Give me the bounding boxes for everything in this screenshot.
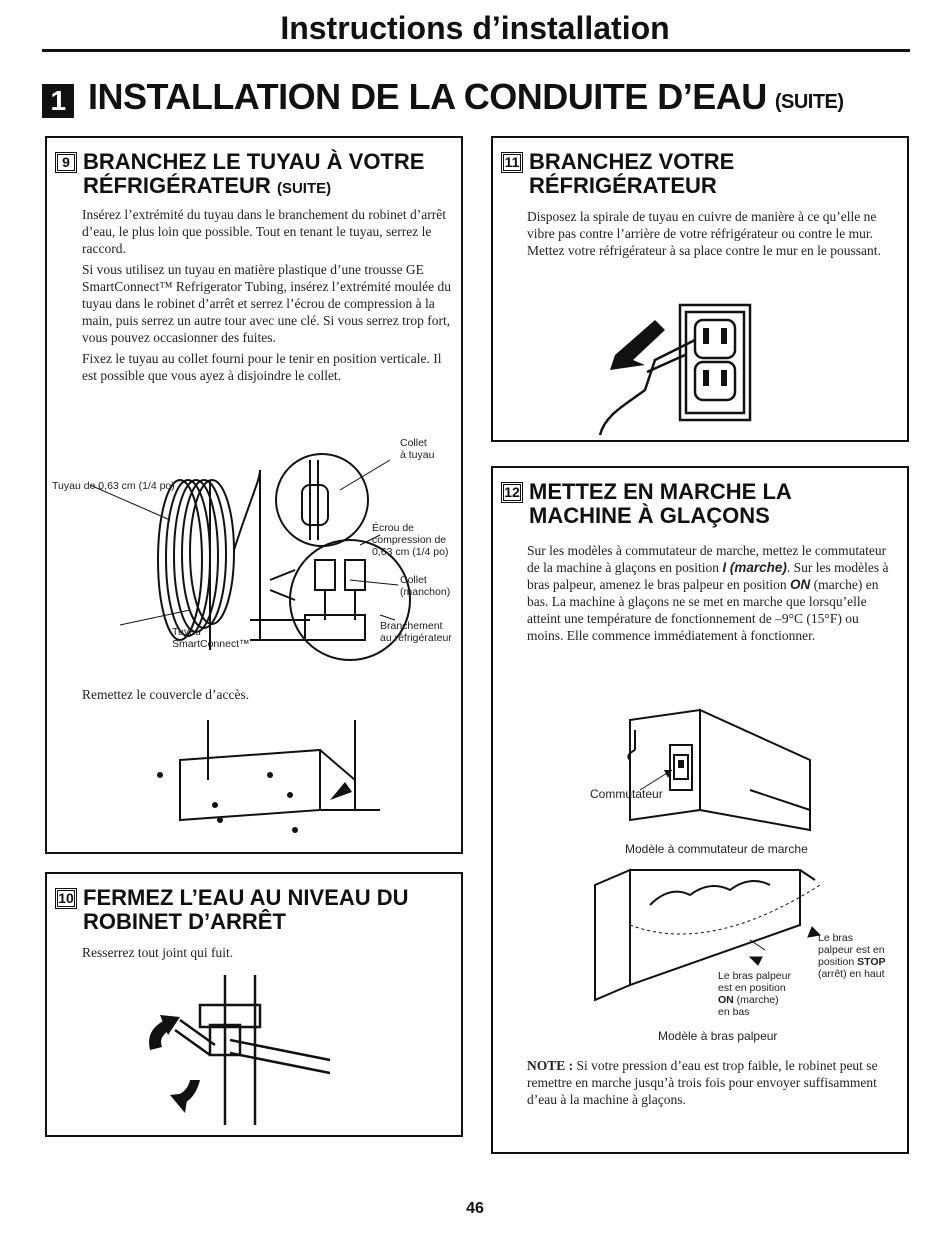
step9-paragraph-2: Si vous utilisez un tuyau en matière plastique d’une trousse GE SmartConnect™ Refrigerator Tubing, insérez l’extrémité moulée du tuyau dans le robinet d’arrêt et serrez l’écrou de compression à la main, puis serrez un autre tour avec une clé. Si vous serrez trop fort, vous pouvez occasionner des fuites. bbox=[82, 262, 452, 345]
note-text: Si votre pression d’eau est trop faible, le robinet peut se remettre en marche jusqu’à trois fois pour envoyer suffisamment d’eau à la machine à glaçons. bbox=[527, 1058, 878, 1107]
step12-number: 12 bbox=[501, 482, 523, 503]
note-label: NOTE : bbox=[527, 1058, 574, 1073]
section-number: 1 bbox=[42, 84, 74, 118]
step11-title-line1: BRANCHEZ VOTRE bbox=[529, 149, 735, 174]
step9-number: 9 bbox=[55, 152, 77, 173]
step11-paragraph-1: Disposez la spirale de tuyau en cuivre de manière à ce qu’elle ne vibre pas contre l’arrière de votre réfrigérateur ou contre le mur. Mettez votre réfrigérateur à sa place contre le mur en le poussant. bbox=[527, 209, 881, 258]
step12-paragraph-1: Sur les modèles à commutateur de marche, mettez le commutateur de la machine à glaçons en position I (marche). Sur les modèles à bras palpeur, amenez le bras palpeur en position ON (marche) en bas. La machine à glaçons ne se met en marche que lorsqu’elle atteint une température de fonctionnement de –9°C (15°F) ou moins. Elle commence immédiatement à fonctionner. bbox=[527, 543, 889, 643]
feeler-arm-model-illustration bbox=[590, 865, 830, 1005]
label-commutateur: Commutateur bbox=[590, 787, 663, 801]
step9-title-suffix: (SUITE) bbox=[276, 180, 332, 197]
switch-model-illustration bbox=[610, 700, 820, 840]
outlet-plug-illustration bbox=[585, 300, 785, 435]
step9-title-line1: BRANCHEZ LE TUYAU À VOTRE bbox=[83, 149, 425, 174]
step9-heading bbox=[55, 150, 455, 201]
label-tuyau-size: Tuyau de 0,63 cm (1/4 po) bbox=[52, 480, 175, 492]
step11-number: 11 bbox=[501, 152, 523, 173]
label-branchement: Branchement au réfrigérateur bbox=[380, 620, 452, 644]
page-header-title: Instructions d’installation bbox=[280, 10, 670, 46]
section-title-suffix: (SUITE) bbox=[774, 91, 844, 113]
step12-title-line2: MACHINE À GLAÇONS bbox=[529, 503, 770, 528]
shutoff-valve-illustration bbox=[140, 975, 340, 1125]
step11-title-line2: RÉFRIGÉRATEUR bbox=[529, 173, 717, 198]
section-title bbox=[42, 76, 844, 118]
step9-text bbox=[82, 206, 452, 388]
label-ecrou-compression: Écrou de compression de 0,63 cm (1/4 po) bbox=[372, 522, 449, 558]
section-title-text: INSTALLATION DE LA CONDUITE D’EAU bbox=[88, 76, 767, 117]
step10-heading bbox=[55, 886, 455, 934]
step12-note bbox=[527, 1057, 897, 1108]
caption-feeler-arm-model: Modèle à bras palpeur bbox=[658, 1029, 778, 1043]
step10-title-line2: ROBINET D’ARRÊT bbox=[83, 909, 286, 934]
step12-heading bbox=[501, 480, 901, 528]
access-cover-illustration bbox=[140, 720, 400, 835]
label-collet-manchon: Collet (manchon) bbox=[400, 574, 451, 598]
step9-paragraph-1: Insérez l’extrémité du tuyau dans le branchement du robinet d’arrêt d’eau, le plus loin que possible. Tout en tenant le tuyau, serrez le raccord. bbox=[82, 207, 446, 256]
caption-switch-model: Modèle à commutateur de marche bbox=[625, 842, 808, 856]
page-number: 46 bbox=[466, 1200, 484, 1217]
label-bras-on: Le bras palpeur est en position ON (marche) en bas bbox=[718, 970, 791, 1018]
label-collet-a-tuyau: Collet à tuyau bbox=[400, 437, 435, 461]
step10-paragraph-1: Resserrez tout joint qui fuit. bbox=[82, 945, 234, 960]
step9-paragraph-3: Fixez le tuyau au collet fourni pour le tenir en position verticale. Il est possible que vous ayez à disjoindre le collet. bbox=[82, 351, 442, 383]
header-rule bbox=[42, 49, 910, 52]
step9-title-line2: RÉFRIGÉRATEUR bbox=[83, 173, 271, 198]
step10-title-line1: FERMEZ L’EAU AU NIVEAU DU bbox=[83, 885, 409, 910]
step12-title-line1: METTEZ EN MARCHE LA bbox=[529, 479, 792, 504]
step9-paragraph-4: Remettez le couvercle d’accès. bbox=[82, 687, 250, 702]
label-tuyau-smartconnect: Tuyau SmartConnect™ bbox=[172, 626, 250, 650]
step10-number: 10 bbox=[55, 888, 77, 909]
step9-tubing-illustration bbox=[50, 440, 460, 680]
step11-heading bbox=[501, 150, 901, 198]
label-bras-stop: Le bras palpeur est en position STOP (arrêt) en haut bbox=[818, 932, 886, 980]
